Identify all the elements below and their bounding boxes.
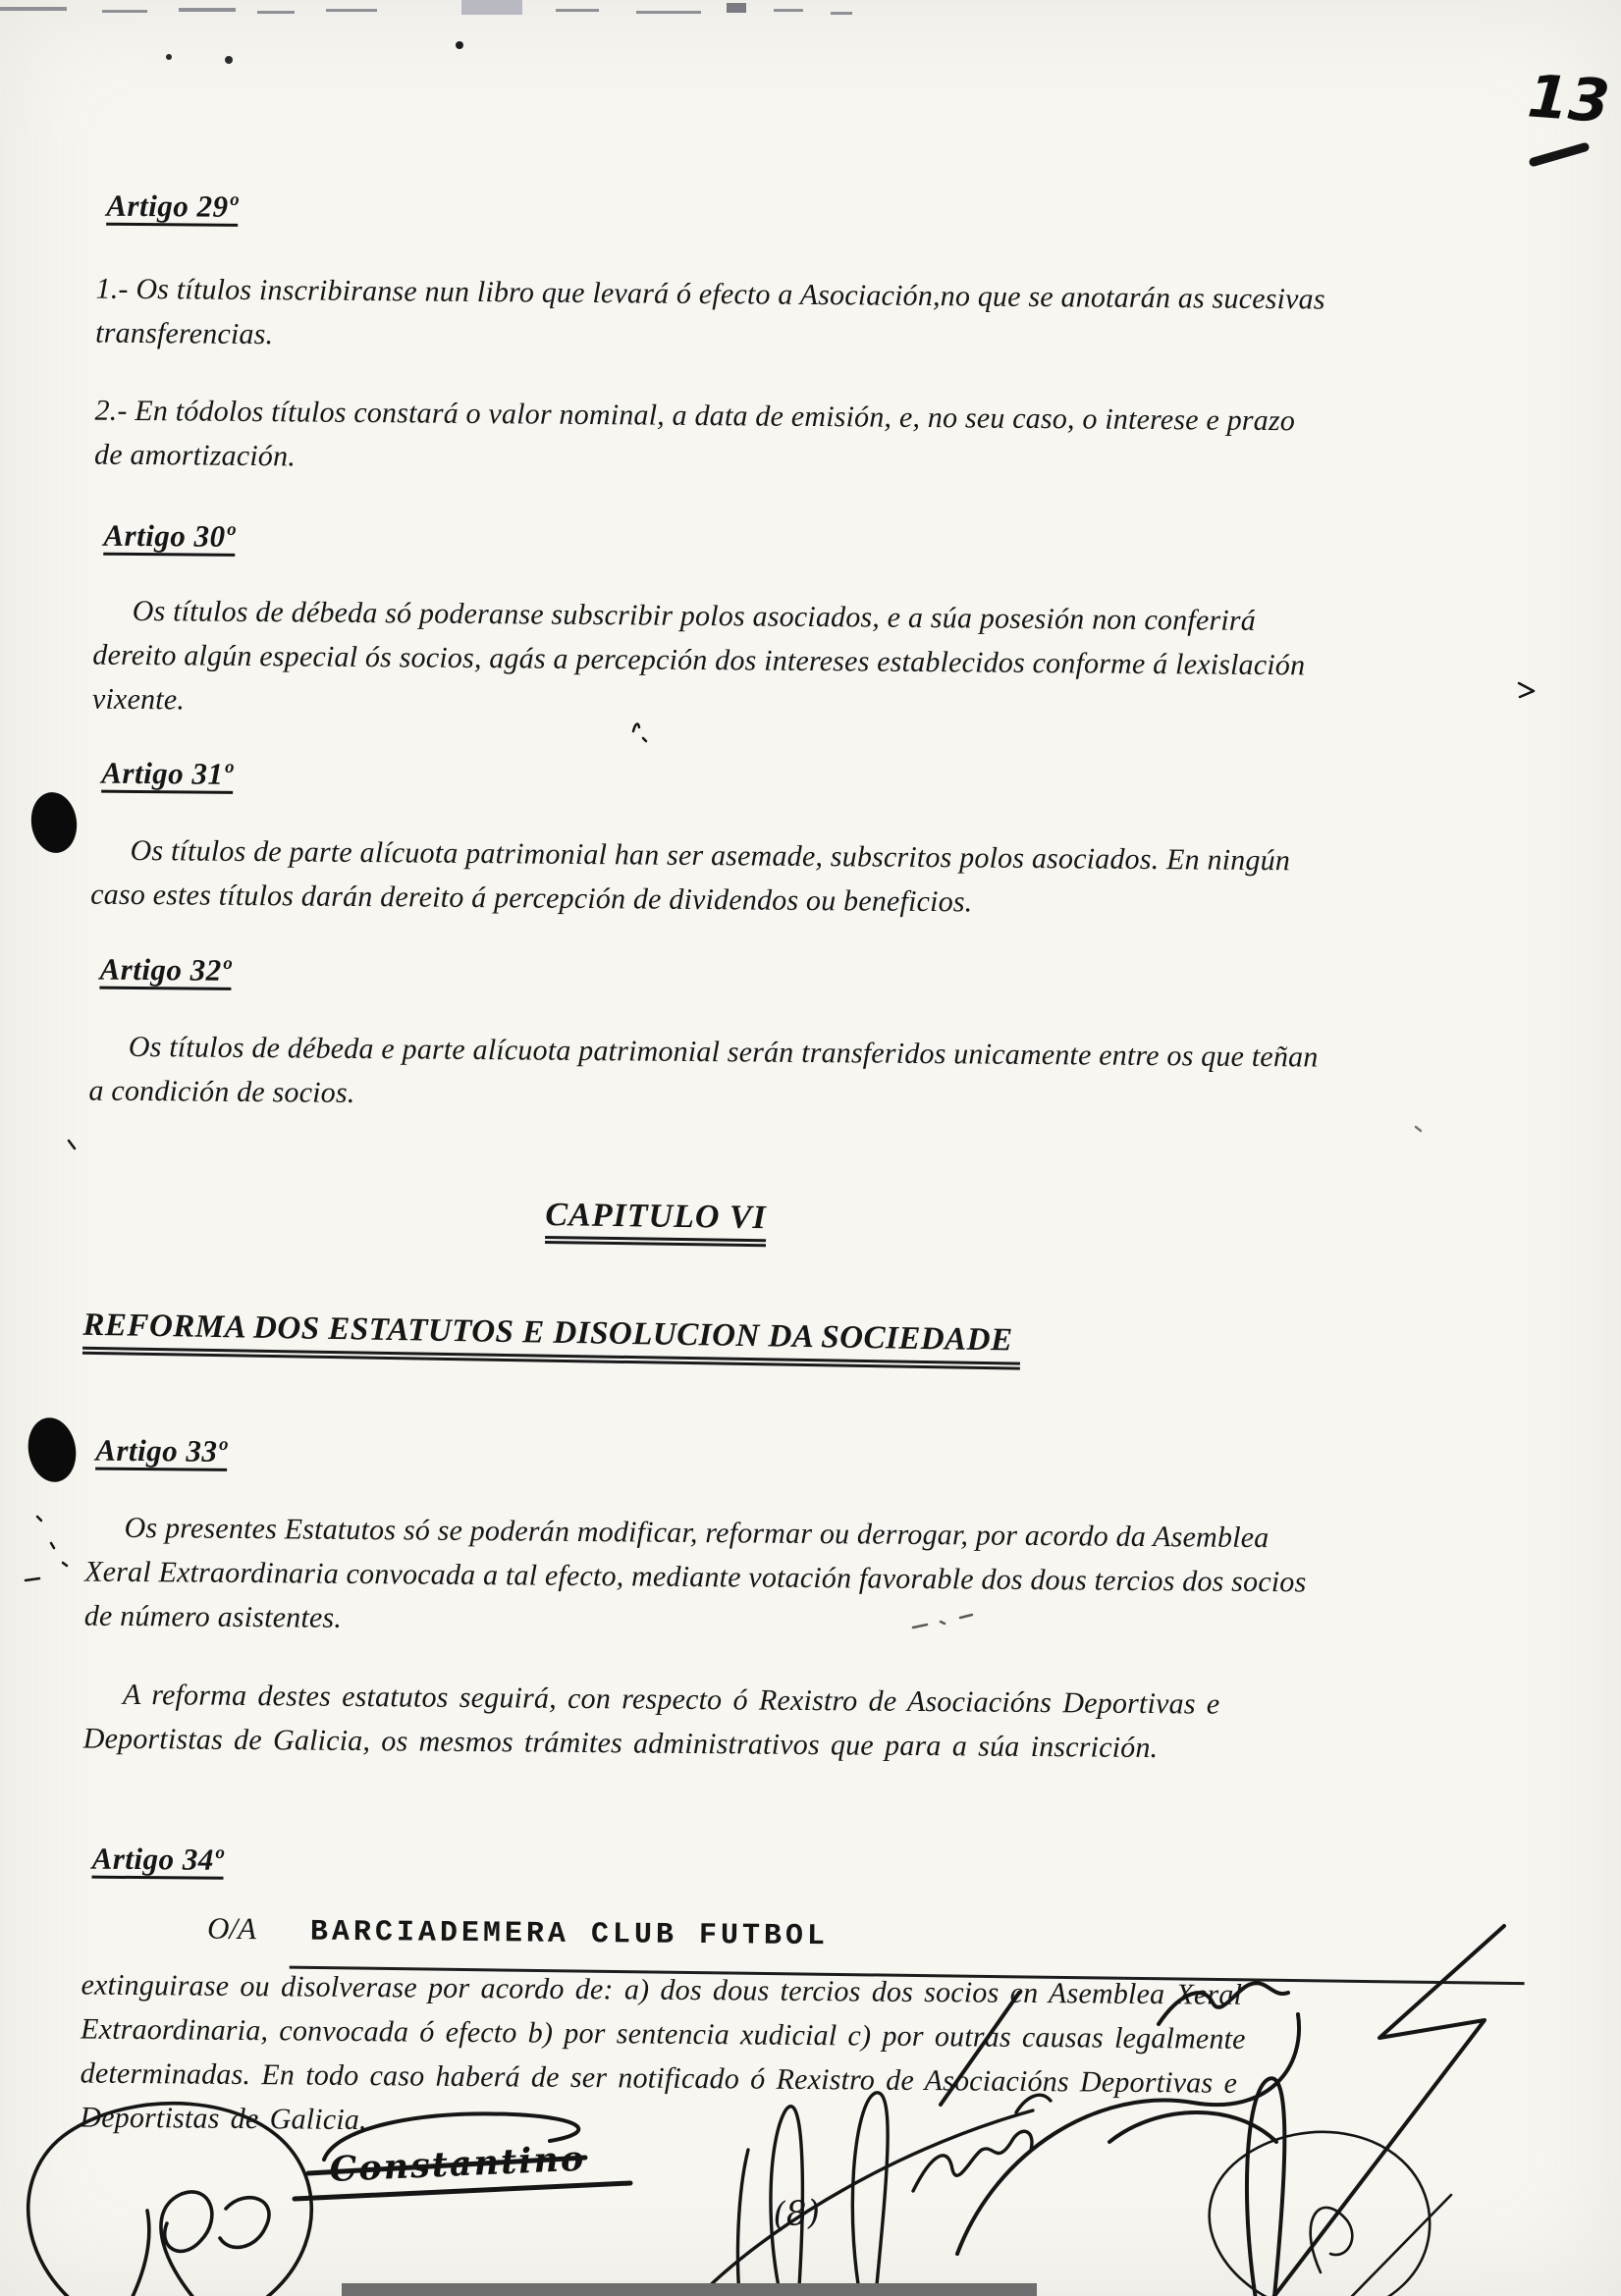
article-30-paragraph: Os títulos de débeda só poderanse subscribir polos asociados, e a súa posesión non conferirá dereito algún especial ós socios, agás a percepción dos intereses establecidos conforme á lexislación vixente. bbox=[91, 594, 1306, 717]
club-name: BARCIADEMERA CLUB FUTBOL bbox=[309, 1915, 830, 1954]
article-32-heading: Artigo 32º bbox=[99, 951, 232, 988]
chapter-heading: CAPITULO VI bbox=[545, 1197, 767, 1247]
article-29-paragraph-1: 1.- Os títulos inscribiranse nun libro que levará ó efecto a Asociación,no que se anotarán as sucesivas transferencias. bbox=[95, 272, 1325, 351]
article-31-paragraph: Os títulos de parte alícuota patrimonial han ser asemade, subscritos polos asociados. En ningún caso estes títulos darán dereito á percepción de dividendos ou beneficios. bbox=[90, 833, 1291, 919]
article-32-paragraph: Os títulos de débeda e parte alícuota patrimonial serán transferidos unicamente entre os que teñan a condición de socios. bbox=[88, 1030, 1319, 1109]
article-34-paragraph: extinguirase ou disolverase por acordo de: a) dos dous tercios dos socios en Asemblea Xeral Extraordinaria, convocada ó efecto b) por sentencia xudicial c) por outras causas legalmente determinadas. En todo caso haberá de ser notificado ó Rexistro de Asociacións Deportivas e Deportistas de Galicia. bbox=[80, 1968, 1246, 2137]
article-30-heading: Artigo 30º bbox=[103, 517, 236, 554]
club-name-line bbox=[207, 1911, 829, 1954]
article-31-heading: Artigo 31º bbox=[101, 755, 234, 791]
article-34-heading: Artigo 34º bbox=[91, 1841, 224, 1877]
article-33-paragraph-2: A reforma destes estatutos seguirá, con respecto ó Rexistro de Asociacións Deportivas e Deportistas de Galicia, os mesmos trámites administrativos que para a súa inscrición. bbox=[82, 1678, 1220, 1765]
article-29-heading: Artigo 29º bbox=[106, 187, 239, 224]
signature-name-text: Constantino bbox=[328, 2138, 587, 2190]
club-prefix: O/A bbox=[206, 1910, 257, 1947]
article-29-paragraph-2: 2.- En tódolos títulos constará o valor nominal, a data de emisión, e, no seu caso, o interese e prazo de amortización. bbox=[93, 394, 1296, 473]
section-heading: REFORMA DOS ESTATUTOS E DISOLUCION DA SOCIEDADE bbox=[82, 1308, 1021, 1370]
page-number-text: 13 bbox=[1525, 62, 1612, 137]
article-33-heading: Artigo 33º bbox=[95, 1432, 228, 1468]
article-33-paragraph-1: Os presentes Estatutos só se poderán modificar, reformar ou derrogar, por acordo da Asemblea Xeral Extraordinaria convocada a tal efecto, mediante votación favorable dos dous tercios dos socios de número asistentes. bbox=[83, 1511, 1307, 1634]
handwritten-annotation-8: (8) bbox=[771, 2192, 822, 2235]
